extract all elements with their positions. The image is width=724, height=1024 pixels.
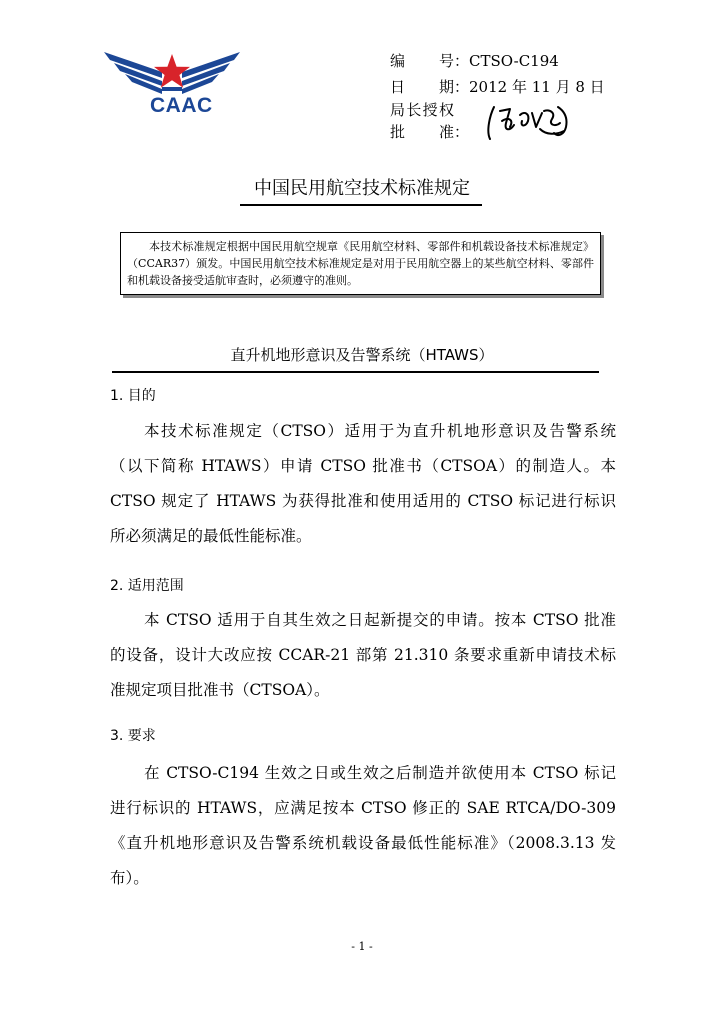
page-number: - 1 -	[351, 940, 373, 953]
paragraph-line: （以下简称 HTAWS）申请 CTSO 批准书（CTSOA）的制造人。本	[110, 457, 616, 475]
document-title: 中国民用航空技术标准规定	[254, 178, 470, 199]
section-heading-requirements: 3. 要求	[110, 728, 156, 744]
section-heading-purpose: 1. 目的	[110, 388, 156, 404]
title-underline	[240, 204, 482, 206]
meta-row-number: 编号：CTSO-C194	[390, 52, 559, 70]
meta-row-authorization	[390, 99, 454, 120]
paragraph-line: 准规定项目批准书（CTSOA）。	[110, 681, 330, 699]
meta-value: 2012 年 11 月 8 日	[469, 78, 605, 96]
subtitle-underline	[112, 371, 599, 373]
meta-label: 日期	[390, 78, 454, 96]
paragraph-line: 的设备，设计大改应按 CCAR-21 部第 21.310 条要求重新申请技术标	[110, 646, 616, 664]
paragraph-line: 《直升机地形意识及告警系统机载设备最低性能标准》（2008.3.13 发	[110, 834, 616, 852]
logo-text: CAAC	[150, 94, 213, 117]
paragraph-line: 本 CTSO 适用于自其生效之日起新提交的申请。按本 CTSO 批准	[144, 611, 616, 629]
paragraph-line: 本技术标准规定（CTSO）适用于为直升机地形意识及告警系统	[144, 422, 616, 440]
signature-icon	[480, 101, 576, 145]
right-wing-icon	[182, 52, 240, 94]
star-base-band	[162, 87, 182, 91]
paragraph-line: CTSO 规定了 HTAWS 为获得批准和使用适用的 CTSO 标记进行标识	[110, 492, 616, 510]
section-heading-scope: 2. 适用范围	[110, 578, 184, 594]
meta-value: CTSO-C194	[469, 52, 559, 70]
paragraph-line: 进行标识的 HTAWS，应满足按本 CTSO 修正的 SAE RTCA/DO-309	[110, 799, 616, 817]
left-wing-icon	[104, 52, 162, 94]
paragraph-line: 布）。	[110, 869, 149, 887]
meta-label: 编号	[390, 52, 454, 70]
preface-box: 本技术标准规定根据中国民用航空规章《民用航空材料、零部件和机载设备技术标准规定》（CCAR37）颁发。中国民用航空技术标准规定是对用于民用航空器上的某些航空材料、零部件和机载设备接受适航审查时，必须遵守的准则。	[120, 232, 601, 295]
paragraph-line: 在 CTSO-C194 生效之日或生效之后制造并欲使用本 CTSO 标记	[144, 764, 616, 782]
meta-label: 批准	[390, 123, 454, 141]
standard-subtitle: 直升机地形意识及告警系统（HTAWS）	[230, 346, 494, 364]
meta-row-date: 日期：2012 年 11 月 8 日	[390, 78, 605, 96]
meta-row-approval: 批准：	[390, 123, 470, 141]
paragraph-line: 所必须满足的最低性能标准。	[110, 527, 312, 545]
meta-label: 局长授权	[390, 101, 454, 119]
